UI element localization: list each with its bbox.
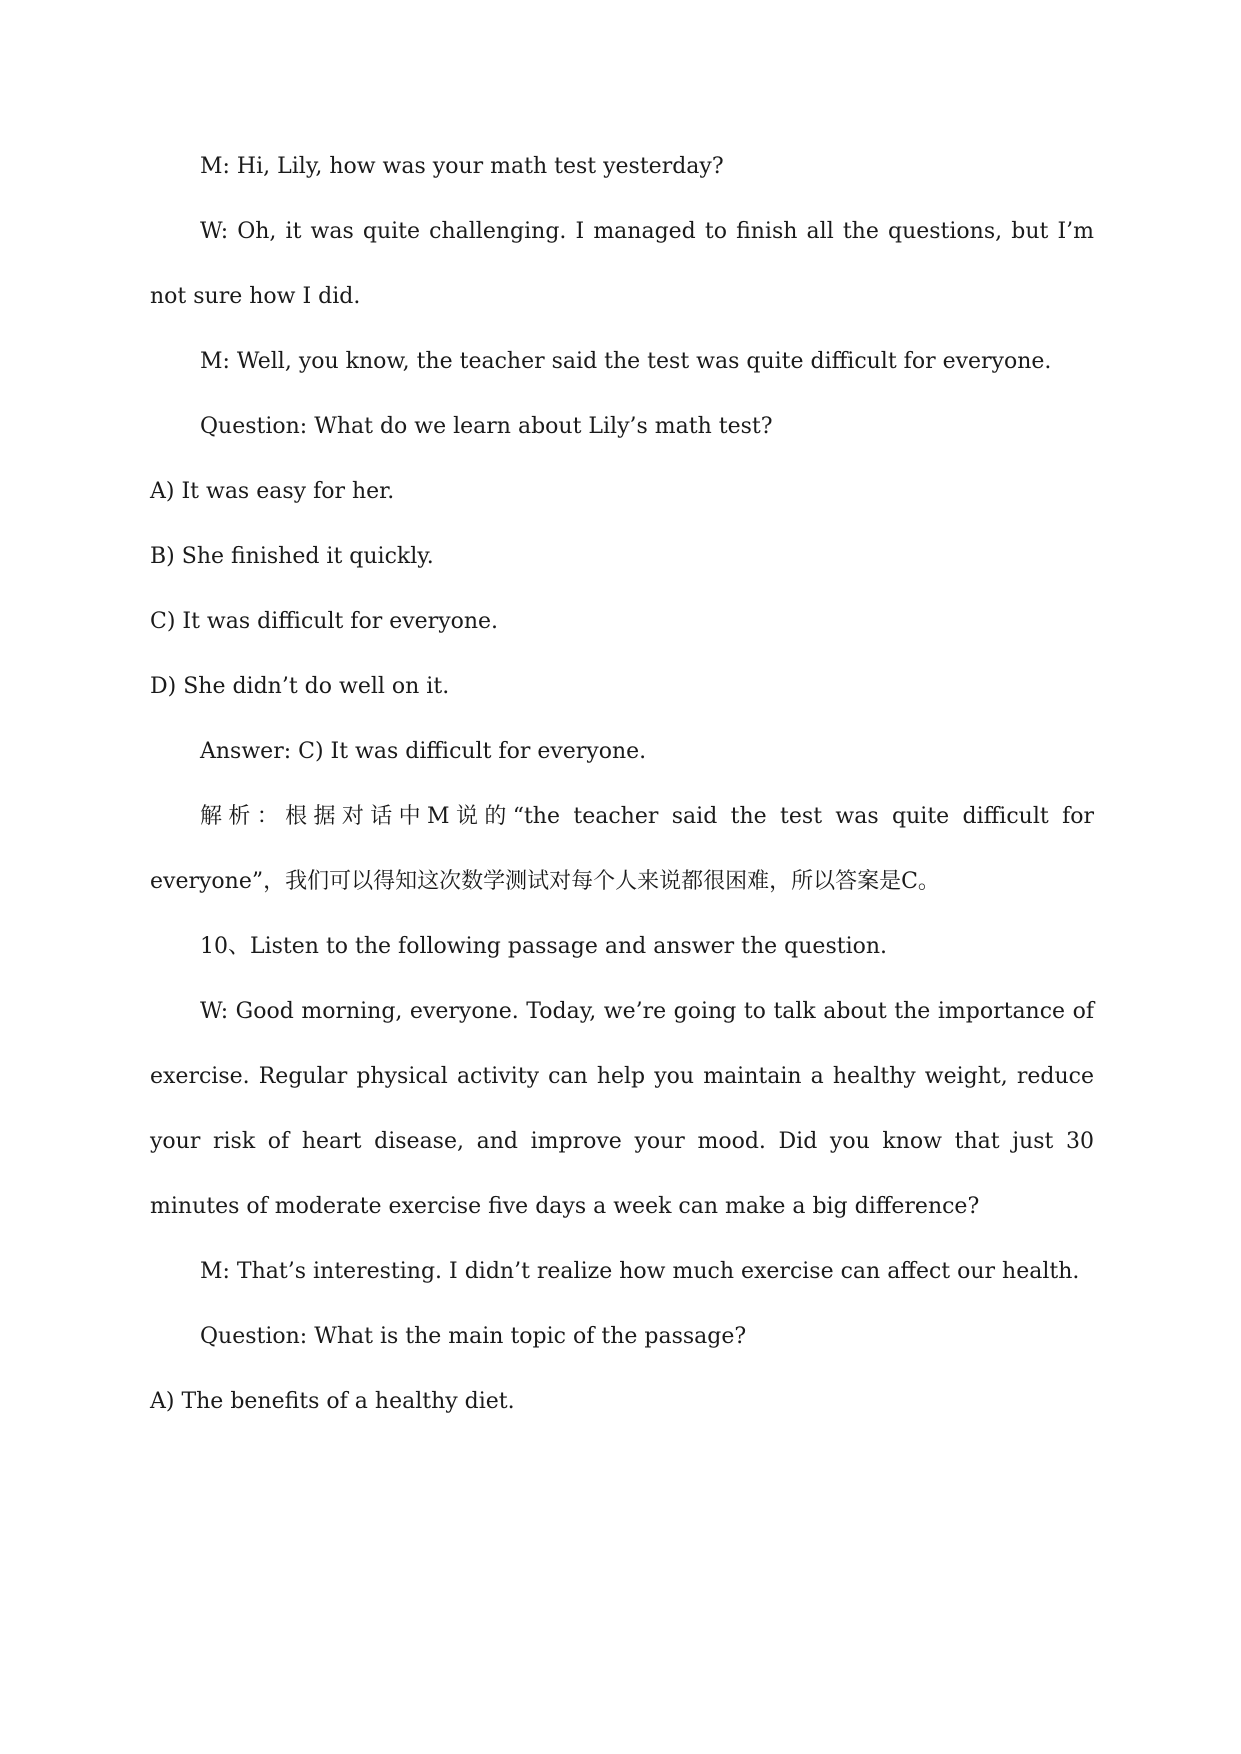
document-body (150, 134, 1094, 1434)
dialog-line-w: W: Oh, it was quite challenging. I managed to finish all the questions, but I’m not sure how I did. (150, 219, 1094, 309)
answer-option: B) She finished it quickly. (150, 544, 434, 569)
dialog-line-m: M: Well, you know, the teacher said the test was quite difficult for everyone. (200, 349, 1052, 374)
answer-line: Answer: C) It was difficult for everyone. (200, 739, 647, 764)
answer-option: C) It was difficult for everyone. (150, 609, 499, 634)
answer-option: A) It was easy for her. (150, 479, 395, 504)
question-text: Question: What is the main topic of the passage? (200, 1324, 747, 1349)
question-text: Question: What do we learn about Lily’s math test? (200, 414, 773, 439)
answer-option: A) The benefits of a healthy diet. (150, 1389, 515, 1414)
answer-option: D) She didn’t do well on it. (150, 674, 450, 699)
analysis-paragraph: 解析：根据对话中M说的“the teacher said the test was quite difficult for everyone”，我们可以得知这次数学测试对每个人来说都很困难，所以答案是C。 (150, 804, 1094, 894)
dialog-line-m: M: Hi, Lily, how was your math test yesterday? (200, 154, 724, 179)
item-heading: 10、Listen to the following passage and answer the question. (200, 934, 888, 959)
passage-paragraph: W: Good morning, everyone. Today, we’re going to talk about the importance of exercise. Regular physical activity can help you maintain a healthy weight, reduce your risk of heart disease, and improve your mood. Did you know that just 30 minutes of moderate exercise five days a week can make a big difference? (150, 999, 1094, 1219)
dialog-line-m: M: That’s interesting. I didn’t realize how much exercise can affect our health. (200, 1259, 1080, 1284)
